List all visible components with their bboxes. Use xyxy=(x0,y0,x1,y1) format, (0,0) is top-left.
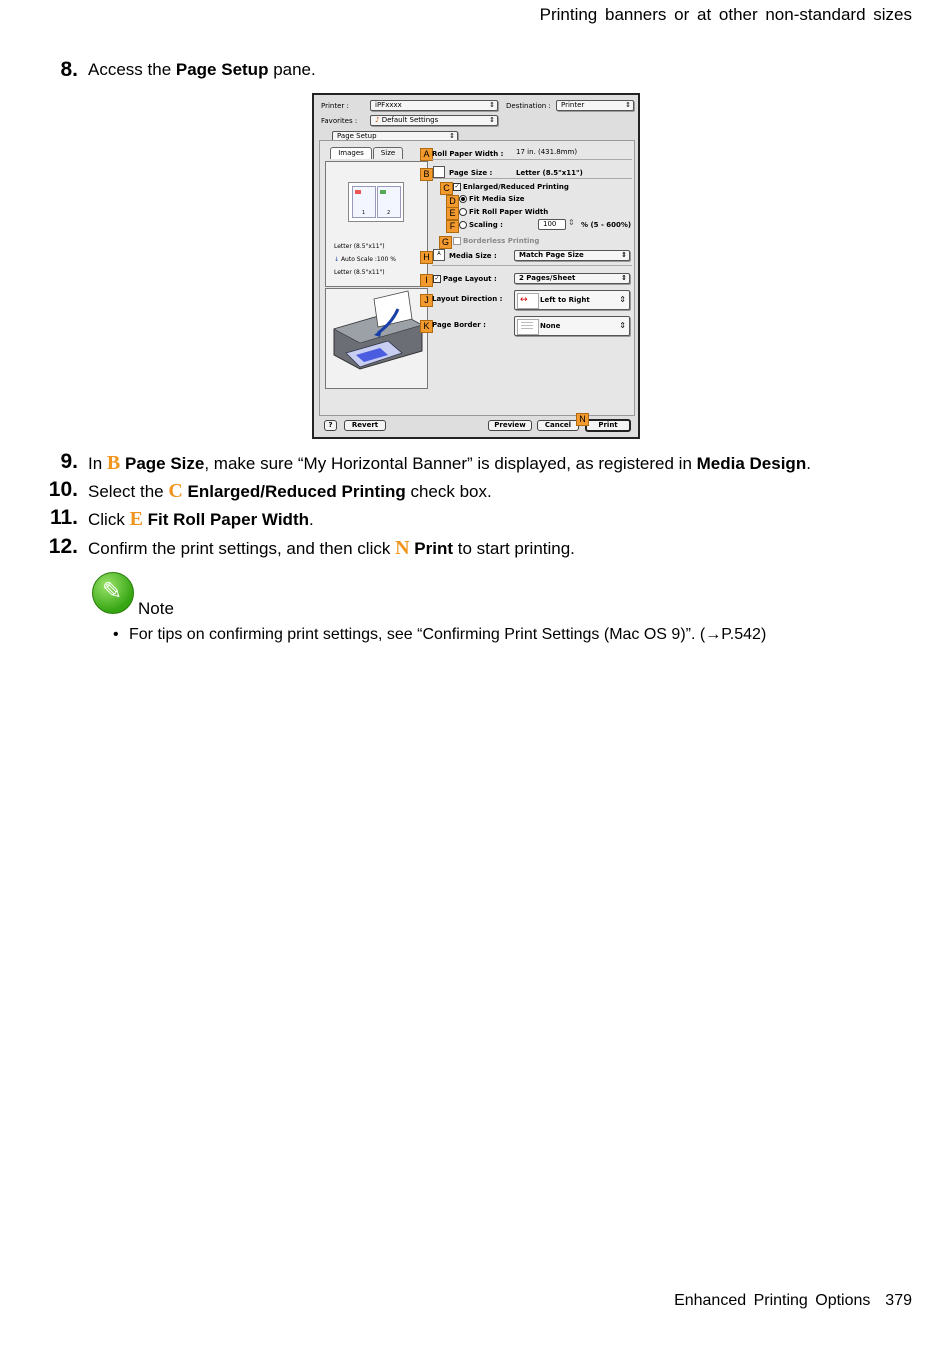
page-number: 2 xyxy=(387,210,391,216)
chevron-updown-icon: ⇕ xyxy=(621,274,627,282)
layout-preview xyxy=(325,161,428,287)
pane-value: Page Setup xyxy=(337,132,377,140)
marker-a: A xyxy=(420,148,433,161)
media-size-label: Media Size : xyxy=(449,252,497,260)
preview-output: Letter (8.5"x11") xyxy=(334,269,385,276)
tab-images[interactable]: Images xyxy=(330,147,372,159)
step-text: . xyxy=(308,510,314,529)
print-button[interactable]: Print xyxy=(585,419,631,432)
note-pencil-icon xyxy=(92,572,134,614)
page-border-value: None xyxy=(540,322,561,330)
chevron-updown-icon: ⇕ xyxy=(625,101,631,109)
marker-label: N xyxy=(395,537,410,559)
scaling-radio[interactable] xyxy=(459,221,503,229)
printer-illustration xyxy=(325,288,428,389)
fit-media-size-label: Fit Media Size xyxy=(469,195,525,203)
chevron-updown-icon: ⇕ xyxy=(449,132,455,140)
marker-i: I xyxy=(420,274,433,287)
chevron-updown-icon: ⇕ xyxy=(489,101,495,109)
page-setup-dialog xyxy=(312,93,640,439)
marker-d: D xyxy=(446,195,459,208)
step-text: Select the xyxy=(88,482,169,501)
fit-media-size-radio[interactable] xyxy=(459,195,525,203)
chevron-updown-icon: ⇕ xyxy=(621,251,627,259)
page-thumb-1 xyxy=(352,186,376,218)
marker-g: G xyxy=(439,236,452,249)
help-button[interactable]: ? xyxy=(324,420,337,431)
marker-label: E xyxy=(129,508,143,530)
enlarged-reduced-checkbox[interactable] xyxy=(453,183,569,191)
page-size-label: Page Size : xyxy=(449,169,493,177)
preview-media: Letter (8.5"x11") xyxy=(334,243,385,250)
destination-value: Printer xyxy=(561,101,585,109)
note-text: For tips on confirming print settings, see “Confirming Print Settings (Mac OS 9)”. (→P.542) xyxy=(129,626,767,643)
page-number: 1 xyxy=(362,210,366,216)
step-number: 10. xyxy=(48,478,78,501)
roll-paper-width-value: 17 in. (431.8mm) xyxy=(516,148,578,156)
arrow-left-right-icon: ↔ xyxy=(517,293,539,309)
marker-b: B xyxy=(420,168,433,181)
step-text: Confirm the print settings, and then click xyxy=(88,539,396,558)
marker-label: C xyxy=(168,480,183,502)
layout-direction-popup[interactable] xyxy=(514,290,630,310)
page-border-label: Page Border : xyxy=(432,321,486,329)
destination-label: Destination : xyxy=(506,102,551,110)
step-text: . xyxy=(806,454,811,473)
radio-icon xyxy=(459,208,467,216)
favorites-label: Favorites : xyxy=(321,117,358,125)
destination-popup[interactable] xyxy=(556,100,634,111)
page-thumb-2 xyxy=(377,186,401,218)
marker-h: H xyxy=(420,251,433,264)
scaling-range: % (5 - 600%) xyxy=(581,221,632,229)
enlarged-reduced-label: Enlarged/Reduced Printing xyxy=(463,183,569,191)
page-border-icon xyxy=(517,319,539,335)
checkbox-checked-icon: ✓ xyxy=(454,183,460,190)
page-footer xyxy=(674,1292,912,1310)
step-number: 12. xyxy=(48,535,78,558)
page-thumbnail xyxy=(348,182,404,222)
radio-icon xyxy=(459,221,467,229)
media-size-value: Match Page Size xyxy=(519,251,584,259)
marker-j: J xyxy=(420,294,433,307)
stepper-icon[interactable]: ⇕ xyxy=(568,218,575,227)
marker-c: C xyxy=(440,182,453,195)
printer-popup[interactable] xyxy=(370,100,498,111)
page-layout-value: 2 Pages/Sheet xyxy=(519,274,576,282)
page-border-popup[interactable] xyxy=(514,316,630,336)
printer-label: Printer : xyxy=(321,102,349,110)
divider xyxy=(432,265,632,266)
tab-size[interactable]: Size xyxy=(373,147,403,159)
note-title: Note xyxy=(138,599,174,618)
page-layout-label: Page Layout : xyxy=(443,275,497,283)
radio-selected-icon xyxy=(459,195,467,203)
step-number: 8. xyxy=(60,58,78,81)
scaling-input[interactable] xyxy=(538,219,566,230)
checkbox-checked-icon: ✓ xyxy=(434,275,440,282)
chevron-updown-icon: ⇕ xyxy=(619,321,626,330)
step-text: In xyxy=(88,454,107,473)
chevron-updown-icon: ⇕ xyxy=(619,295,626,304)
fit-roll-paper-width-label: Fit Roll Paper Width xyxy=(469,208,549,216)
step-bold: Fit Roll Paper Width xyxy=(147,510,309,529)
favorites-value: Default Settings xyxy=(381,116,439,124)
arrow-down-icon: ↓ xyxy=(334,256,341,263)
step-number: 9. xyxy=(60,450,78,473)
divider xyxy=(432,178,632,179)
bullet-dot: • xyxy=(113,626,119,643)
footer-section: Enhanced Printing Options xyxy=(674,1292,871,1309)
marker-e: E xyxy=(446,207,459,220)
page-layout-popup[interactable] xyxy=(514,273,630,284)
marker-k: K xyxy=(420,320,433,333)
favorites-icon: ♪ xyxy=(375,116,382,124)
chevron-updown-icon: ⇕ xyxy=(489,116,495,124)
favorites-popup[interactable] xyxy=(370,115,498,126)
checkbox-icon xyxy=(453,237,461,245)
step-text: , make sure “My Horizontal Banner” is displayed, as registered in xyxy=(204,454,697,473)
step-number: 11. xyxy=(49,506,78,529)
step-text: check box. xyxy=(405,482,492,501)
borderless-checkbox[interactable] xyxy=(453,237,539,245)
step-bold: Media Design xyxy=(696,454,807,473)
scaling-value: 100 xyxy=(543,220,557,228)
divider xyxy=(432,159,632,160)
preview-scale xyxy=(334,256,396,263)
page-size-value: Letter (8.5"x11") xyxy=(516,169,583,177)
printer-value: iPFxxxx xyxy=(375,101,402,109)
page-size-icon xyxy=(433,166,445,178)
roll-paper-width-label: Roll Paper Width : xyxy=(432,150,504,158)
step-bold: Print xyxy=(414,539,454,558)
step-text: Click xyxy=(88,510,130,529)
step-text: pane. xyxy=(268,60,316,79)
step-bold: Page Size xyxy=(124,454,205,473)
printer-icon xyxy=(326,289,427,388)
media-size-icon: A xyxy=(433,249,445,261)
layout-direction-label: Layout Direction : xyxy=(432,295,503,303)
borderless-label: Borderless Printing xyxy=(463,237,540,245)
step-text: to start printing. xyxy=(453,539,575,558)
layout-direction-value: Left to Right xyxy=(540,296,590,304)
fit-roll-paper-width-radio[interactable] xyxy=(459,208,548,216)
running-header: Printing banners or at other non-standard sizes xyxy=(539,5,912,24)
cancel-button[interactable]: Cancel xyxy=(537,420,579,431)
image-icon xyxy=(355,190,361,194)
page-layout-checkbox[interactable] xyxy=(433,275,497,283)
marker-f: F xyxy=(446,220,459,233)
marker-label: B xyxy=(106,452,121,474)
step-bold: Page Setup xyxy=(175,60,269,79)
step-bold: Enlarged/Reduced Printing xyxy=(187,482,406,501)
step-text: Access the xyxy=(88,60,176,79)
image-icon xyxy=(380,190,386,194)
preview-scale-text: Auto Scale :100 % xyxy=(340,256,396,263)
preview-button[interactable]: Preview xyxy=(488,420,532,431)
revert-button[interactable]: Revert xyxy=(344,420,386,431)
media-size-popup[interactable] xyxy=(514,250,630,261)
marker-n: N xyxy=(576,413,589,426)
page-number: 379 xyxy=(885,1292,912,1309)
scaling-label: Scaling : xyxy=(469,221,503,229)
